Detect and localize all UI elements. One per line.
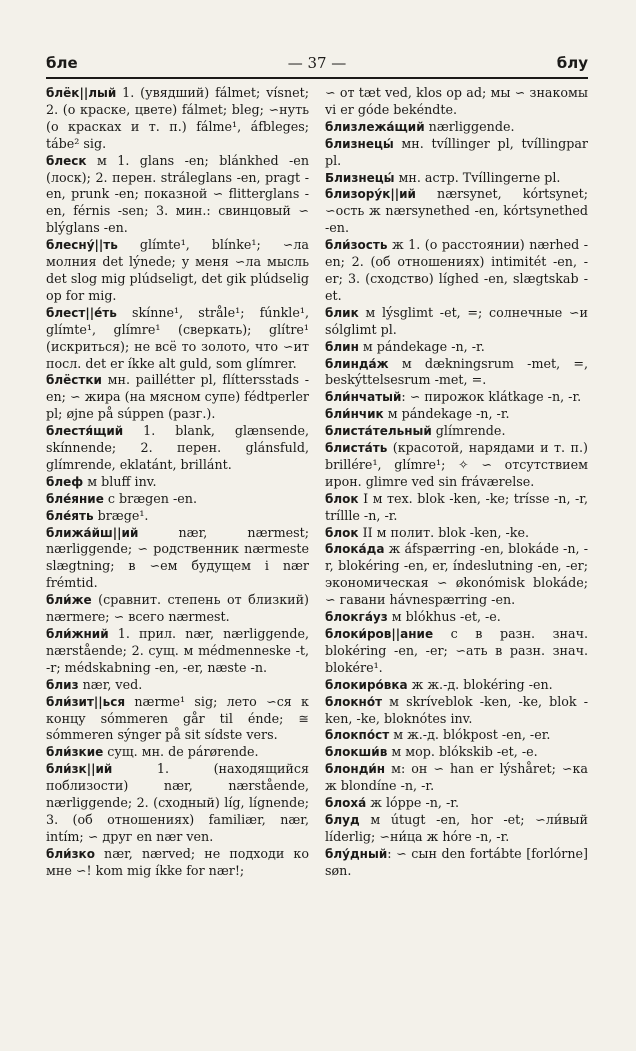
- entry-definition: 1. прил. nær, nærliggende, nærstående; 2. сущ. м médmenneske -t, -r; médskabning -en, -er, næste -n.: [46, 626, 309, 675]
- entry-definition: nær, nærved; не подходи ко мне ∽! kom mig íkke for nær!;: [46, 845, 309, 878]
- dictionary-entry: [325, 727, 588, 744]
- entry-definition: nær, nærmest; nærliggende; ∽ родственник nærmeste slægtning; в ∽ем будущем i nær frémtid.: [46, 524, 309, 591]
- entry-definition: м ж.-д. blókpost -en, -er.: [389, 727, 551, 743]
- entry-definition: II м полит. blok -ken, -ke.: [358, 524, 530, 540]
- entry-definition: м: он ∽ han er lýshåret; ∽ка ж blondíne -n, -r.: [325, 761, 588, 794]
- entry-definition: : ∽ пирожок klátkage -n, -r.: [401, 389, 582, 405]
- entry-definition: glímte¹, blínke¹; ∽ла молния det lýnede; у меня ∽ла мысль det slog mig plúdseligt, det gik plúdselig op for mig.: [46, 237, 309, 303]
- dictionary-entry: [325, 339, 588, 356]
- entry-headword: блуд: [325, 812, 360, 827]
- entry-headword: бли́зит||ься: [46, 694, 126, 709]
- dictionary-entry: [46, 744, 309, 761]
- entry-headword: блёк||лый: [46, 86, 117, 100]
- dictionary-entry: [46, 474, 309, 491]
- entry-definition: с в разн. знач. blokéring -en, -er; ∽ать в разн. знач. blokére¹.: [325, 626, 588, 675]
- entry-headword: блоха́: [325, 796, 367, 811]
- dictionary-entry: [46, 508, 309, 525]
- page-number: — 37 —: [287, 54, 347, 72]
- entry-headword: блинда́ж: [325, 356, 389, 371]
- entry-definition: м útugt -en, hor -et; ∽ли́вый líderlig; ∽ни́ца ж hóre -n, -r.: [325, 811, 588, 844]
- entry-headword: ближа́йш||ий: [46, 525, 139, 540]
- dictionary-entry: [325, 525, 588, 542]
- dictionary-entry: [325, 694, 588, 728]
- entry-headword: близнецы́: [325, 136, 394, 151]
- header-guide-word-left: бле: [46, 54, 78, 72]
- entry-definition: м blókhus -et, -e.: [387, 609, 501, 625]
- dictionary-entry: [325, 186, 588, 237]
- entry-definition: мн. paillétter pl, flíttersstads -en; ∽ жира (на мясном супе) fédtperler pl; øjne på súppen (разг.).: [46, 372, 309, 422]
- entry-headword: блин: [325, 339, 359, 354]
- dictionary-entry: [325, 795, 588, 812]
- entry-definition: м skrívеblok -ken, -ke, blok -ken, -ke, bloknótes inv.: [325, 693, 588, 726]
- dictionary-entry: [325, 170, 588, 187]
- entry-headword: бли́же: [46, 593, 92, 608]
- entry-definition: nærme¹ sig; лето ∽ся к концу sómmeren går til énde; ≅ sómmeren sýnger på sit sídste vers.: [46, 693, 309, 743]
- dictionary-entry: [325, 761, 588, 795]
- entry-definition: сущ. мн. de párørende.: [103, 744, 259, 760]
- dictionary-entry: [325, 541, 588, 609]
- dictionary-entry: [325, 305, 588, 339]
- dictionary-entry: [46, 85, 309, 153]
- entry-headword: блиста́ть: [325, 441, 388, 456]
- entry-definition: I м тех. blok -ken, -ke; trísse -n, -r, tríllle -n, -r.: [325, 490, 588, 523]
- entry-definition: м pándekage -n, -r.: [358, 338, 485, 354]
- entry-headword: бли́зк||ий: [46, 762, 113, 777]
- dictionary-entry: [46, 491, 309, 508]
- entry-headword: блоки́ров||ание: [325, 627, 434, 641]
- dictionary-entry: [325, 237, 588, 305]
- dictionary-entry: [325, 136, 588, 170]
- dictionary-entry: [325, 609, 588, 626]
- entry-headword: блест||е́ть: [46, 305, 117, 320]
- dictionary-entry: [325, 119, 588, 136]
- entry-definition: nærsynet, kórtsynet; ∽ость ж nærsynethed -en, kórtsynethed -en.: [325, 186, 588, 236]
- dictionary-entry: [325, 406, 588, 423]
- dictionary-entry: [46, 153, 309, 238]
- entry-headword: блеф: [46, 474, 84, 489]
- entry-headword: бли́зко: [46, 846, 95, 861]
- dictionary-entry: [46, 237, 309, 305]
- dictionary-entry: [46, 305, 309, 373]
- entry-headword: блонди́н: [325, 762, 386, 777]
- entry-headword: блокши́в: [325, 745, 388, 760]
- entry-definition: 1. blank, glænsende, skínnende; 2. перен. glánsfuld, glímrende, eklatánt, brillánt.: [46, 423, 309, 472]
- entry-headword: бли́зкие: [46, 745, 104, 760]
- page-header: [46, 54, 588, 76]
- entry-headword: бли́жний: [46, 627, 109, 641]
- entry-definition: м мор. blókskib -et, -e.: [387, 744, 538, 760]
- entry-headword: блик: [325, 305, 359, 320]
- entry-headword: блокга́уз: [325, 610, 388, 625]
- dictionary-entry: [325, 423, 588, 440]
- entry-definition: мн. tvíllinger pl, tvíllingpar pl.: [325, 135, 588, 168]
- entry-headword: блок: [325, 525, 359, 540]
- entry-headword: близ: [46, 677, 79, 692]
- entry-headword: блеск: [46, 153, 87, 168]
- entry-headword: блёстки: [46, 373, 102, 388]
- entry-headword: блокпо́ст: [325, 728, 390, 743]
- entry-headword: блестя́щий: [46, 424, 124, 439]
- entry-headword: блесну́||ть: [46, 238, 118, 253]
- entry-headword: блиста́тельный: [325, 424, 432, 439]
- dictionary-entry: [46, 677, 309, 694]
- entry-headword: блокиро́вка: [325, 677, 408, 692]
- entry-headword: Близнецы́: [325, 170, 395, 185]
- dictionary-entry: [46, 423, 309, 474]
- entry-definition: bræge¹.: [93, 507, 149, 523]
- dictionary-entry: [325, 812, 588, 846]
- entry-headword: бли́нчик: [325, 407, 384, 422]
- left-column: [46, 85, 309, 1011]
- entry-definition: (красотой, нарядами и т. п.) brillére¹, glímre¹; ✧ ∽ отсутствием ирон. glimre ved sin fráværelse.: [325, 440, 588, 489]
- entry-headword: бли́зость: [325, 238, 388, 253]
- entry-definition: с brægen -en.: [103, 490, 197, 506]
- dictionary-entry: [325, 626, 588, 677]
- entry-definition: skínne¹, stråle¹; fúnkle¹, glímte¹, glímre¹ (сверкать); glítre¹ (искриться); не всё то золото, что ∽ит посл. det er íkke alt guld, som glímrer.: [46, 304, 309, 371]
- entry-definition: м bluff inv.: [83, 473, 157, 489]
- dictionary-entry: [46, 846, 309, 880]
- dictionary-entry: [325, 846, 588, 880]
- dictionary-entry: [325, 491, 588, 525]
- entry-definition: : ∽ сын den fortábte [forlórne] søn.: [325, 845, 588, 878]
- entry-headword: блу́дный: [325, 846, 388, 861]
- entry-definition: 1. (увядший) fálmet; vísnet; 2. (о краске, цвете) fálmet; bleg; ∽нуть (о красках и т. п.) fálme¹, áfbleges; tábe² sig.: [46, 85, 309, 151]
- dictionary-entry: [325, 744, 588, 761]
- entry-headword: бле́ять: [46, 508, 94, 523]
- dictionary-entry: [46, 761, 309, 846]
- entry-definition: 1. (находящийся поблизости) nær, nærstående, nærliggende; 2. (сходный) líg, lígnende; 3. (об отношениях) familiær, nær, intím; ∽ друг en nær ven.: [46, 761, 309, 844]
- entry-headword: блока́да: [325, 542, 385, 557]
- header-guide-word-right: блу: [556, 54, 588, 72]
- entry-definition: ∽ от tæt ved, klos op ad; мы ∽ знакомы vi er góde bekéndte.: [325, 85, 588, 117]
- entry-definition: nær, ved.: [78, 676, 143, 692]
- dictionary-entry: [325, 85, 588, 119]
- entry-definition: glímrende.: [431, 423, 506, 439]
- dictionary-entry: [325, 677, 588, 694]
- dictionary-entry: [46, 694, 309, 745]
- entry-columns: [46, 85, 588, 1011]
- dictionary-entry: [46, 626, 309, 677]
- dictionary-entry: [46, 592, 309, 626]
- entry-definition: ж áfspærring -en, blokáde -n, -r, blokéring -en, er, índeslutning -en, -er; экономическая ∽ økonómisk blokáde; ∽ гавани hávnespærring -en.: [325, 541, 588, 608]
- entry-definition: (сравнит. степень от близкий) nærmere; ∽ всего nærmest.: [46, 592, 309, 625]
- dictionary-entry: [325, 440, 588, 491]
- entry-headword: близору́к||ий: [325, 187, 416, 202]
- entry-definition: nærliggende.: [424, 118, 515, 134]
- dictionary-entry: [325, 356, 588, 390]
- entry-definition: мн. астр. Tvíllingerne pl.: [394, 169, 561, 185]
- entry-definition: м pándekage -n, -r.: [383, 406, 510, 422]
- entry-definition: ж ж.-д. blokéring -en.: [407, 676, 553, 692]
- entry-headword: бли́нчатый: [325, 390, 402, 405]
- entry-headword: блокно́т: [325, 694, 383, 709]
- entry-headword: блок: [325, 491, 359, 506]
- header-rule: [46, 77, 588, 79]
- dictionary-entry: [46, 525, 309, 593]
- entry-headword: бле́яние: [46, 491, 104, 506]
- entry-definition: м 1. glans -en; blánkhed -en (лоск); 2. перен. stráleglans -en, pragt -en, prunk -en; показной ∽ flitterglans -en, férnis -sen; 3. мин.: свинцовый ∽ blýglans -en.: [46, 152, 309, 236]
- dictionary-entry: [46, 372, 309, 423]
- dictionary-entry: [325, 389, 588, 406]
- entry-definition: ж lóppe -n, -r.: [366, 795, 459, 811]
- entry-definition: м lýsglimt -et, =; солнечные ∽и sólglimt pl.: [325, 304, 588, 337]
- entry-definition: м dækningsrum -met, =, beskýttelsesrum -met, =.: [325, 355, 588, 388]
- entry-definition: ж 1. (о расстоянии) nærhed -en; 2. (об отношениях) intimitét -en, -er; 3. (сходство) líghed -en, slægtskab -et.: [325, 237, 588, 303]
- entry-headword: близлежа́щий: [325, 119, 425, 134]
- right-column: [325, 85, 588, 1011]
